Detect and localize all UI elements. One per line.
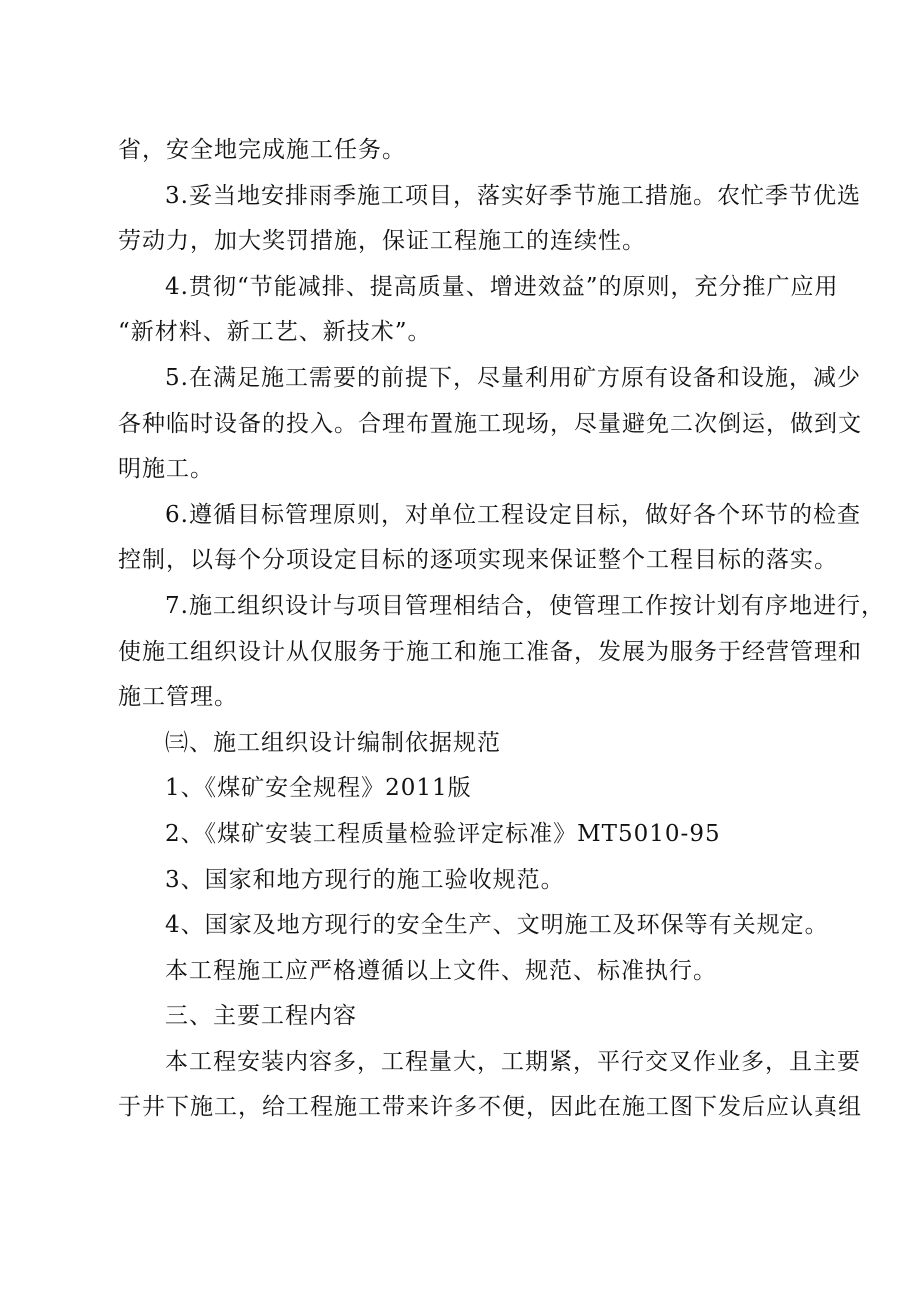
list-item: 4、国家及地方现行的安全生产、文明施工及环保等有关规定。	[165, 912, 829, 939]
text-line: 各种临时设备的投入。合理布置施工现场，尽量避免二次倒运，做到文	[118, 410, 862, 437]
text-line: 省，安全地完成施工任务。	[118, 137, 406, 163]
text-line: 使施工组织设计从仅服务于施工和施工准备，发展为服务于经营管理和	[118, 638, 862, 665]
list-item: 2、《煤矿安装工程质量检验评定标准》MT5010-95	[165, 820, 721, 847]
text-line: 5.在满足施工需要的前提下，尽量利用矿方原有设备和设施，减少	[165, 364, 861, 391]
text-line: 控制，以每个分项设定目标的逐项实现来保证整个工程目标的落实。	[118, 547, 838, 574]
document-body	[118, 128, 885, 1131]
text-line: 6.遵循目标管理原则，对单位工程设定目标，做好各个环节的检查	[165, 501, 861, 528]
text-line: 3.妥当地安排雨季施工项目，落实好季节施工措施。农忙季节优选	[165, 182, 861, 209]
text-line: 7.施工组织设计与项目管理相结合，使管理工作按计划有序地进行，	[165, 592, 885, 619]
text-line: 施工管理。	[118, 684, 238, 711]
text-line: 明施工。	[118, 456, 214, 483]
text-line: 本工程安装内容多，工程量大，工期紧，平行交叉作业多，且主要	[165, 1048, 861, 1075]
section-heading: ㈢、施工组织设计编制依据规范	[165, 729, 501, 756]
text-line: “新材料、新工艺、新技术”。	[118, 319, 432, 346]
text-line: 劳动力，加大奖罚措施，保证工程施工的连续性。	[118, 228, 646, 255]
text-line: 本工程施工应严格遵循以上文件、规范、标准执行。	[165, 957, 717, 984]
section-heading: 三、主要工程内容	[165, 1003, 357, 1030]
text-line: 4.贯彻“节能减排、提高质量、增进效益”的原则，充分推广应用	[165, 273, 839, 300]
list-item: 3、国家和地方现行的施工验收规范。	[165, 866, 565, 893]
text-line: 于井下施工，给工程施工带来许多不便，因此在施工图下发后应认真组	[118, 1094, 862, 1121]
list-item: 1、《煤矿安全规程》2011版	[165, 775, 472, 802]
